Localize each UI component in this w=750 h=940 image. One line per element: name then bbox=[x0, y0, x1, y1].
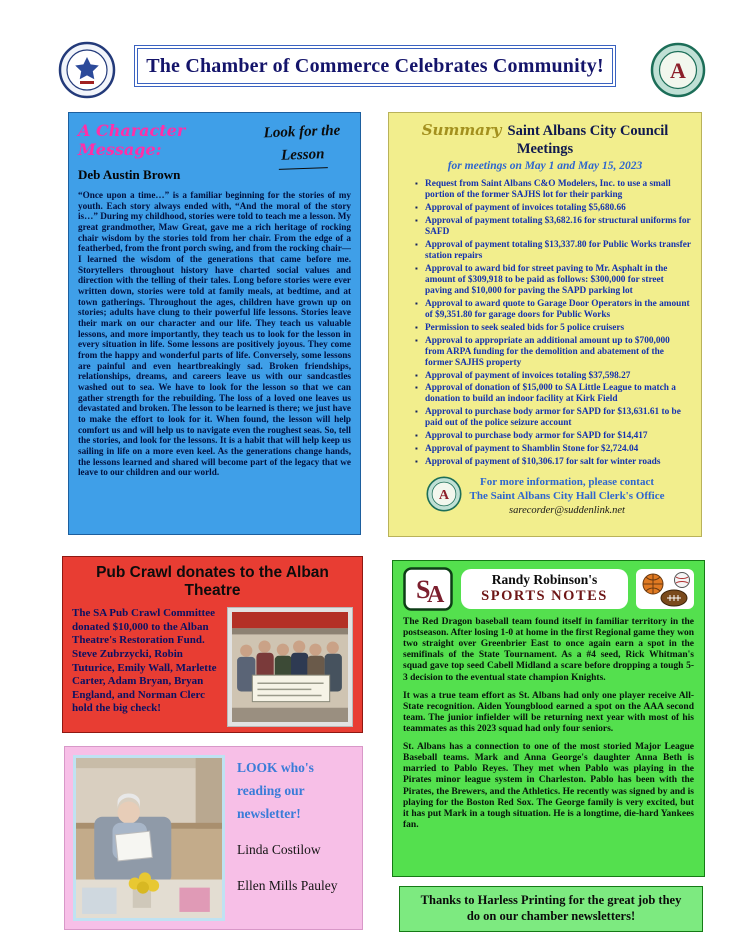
council-item: ▪ Approval of payment totaling $13,337.80 for Public Works transfer station repairs bbox=[415, 240, 691, 262]
council-title: Saint Albans City Council Meetings bbox=[507, 123, 669, 157]
council-item: ▪ Approval of payment of invoices totaling $5,680.66 bbox=[415, 203, 691, 214]
council-item: ▪ Approval to purchase body armor for SAPD for $14,417 bbox=[415, 431, 691, 442]
pub-crawl-title: Pub Crawl donates to the Alban Theatre bbox=[96, 564, 329, 599]
council-items-list bbox=[399, 179, 691, 468]
council-item: ▪ Request from Saint Albans C&O Modelers, Inc. to use a small portion of the former SAJHS lot for their parking bbox=[415, 179, 691, 201]
thanks-box bbox=[399, 886, 703, 932]
theme-line-1: Look for the bbox=[263, 122, 341, 142]
pub-crawl-box bbox=[62, 556, 363, 733]
reader-name: Linda Costilow bbox=[237, 841, 321, 857]
council-subtitle: for meetings on May 1 and May 15, 2023 bbox=[447, 160, 643, 172]
sports-notes-box bbox=[392, 560, 705, 877]
sports-paragraph: It was a true team effort as St. Albans had only one player receive All-State recognition. Aiden Youngblood earned a spot on the AAA second team. The junior infielder will be returning next year with most of his teammates as this 2023 squad had only four seniors. bbox=[403, 690, 694, 734]
character-message-heading: A Character Message: bbox=[78, 121, 186, 159]
character-message-theme bbox=[253, 119, 351, 170]
pub-crawl-body: The SA Pub Crawl Committee donated $10,000 to the Alban Theatre's Restoration Fund. Steve Zubrzycki, Robin Tuturice, Emily Wall, Marlette Carter, Adam Bryan, Bryan England, and Norman Clerc hold the big check! bbox=[72, 607, 217, 715]
sports-paragraph: The Red Dragon baseball team found itself in familiar territory in the postseason. After losing 1-0 at home in the first Regional game they won two straight over Greenbrier East to once again earn a spot in the semifinals of the State Tournament. As a #4 seed, Rick Whitman's squad gave top seed Cabell Midland a scare before dropping a tough 5-3 decision to the eventual state champion Knights. bbox=[403, 617, 694, 683]
council-item: ▪ Approval of payment of $10,306.17 for salt for winter roads bbox=[415, 457, 691, 468]
council-header bbox=[399, 121, 691, 158]
council-contact-line1: For more information, please contact bbox=[479, 476, 655, 489]
character-message-header-left bbox=[78, 121, 254, 183]
pub-crawl-photo bbox=[227, 607, 353, 727]
council-contact-email: sarecorder@suddenlink.net bbox=[509, 504, 625, 516]
svg-text:S: S bbox=[416, 575, 431, 604]
council-item: ▪ Approval of payment totaling $3,682.16 for structural uniforms for SAFD bbox=[415, 216, 691, 238]
sports-notes-title-line2: SPORTS NOTES bbox=[481, 588, 608, 605]
svg-text:A: A bbox=[427, 582, 445, 608]
readers-text bbox=[237, 755, 349, 921]
readers-content bbox=[73, 755, 354, 921]
council-item: ▪ Approval to appropriate an additional amount up to $700,000 from ARPA funding for the demolition and abatement of the former SAJHS property bbox=[415, 336, 691, 369]
council-item: ▪ Approval to award bid for street paving to Mr. Asphalt in the amount of $309,918 to be paid as follows: $300,000 for street paving and $10,000 for paving the SAPD parking lot bbox=[415, 264, 691, 297]
chamber-seal-icon bbox=[58, 41, 116, 104]
council-item: ▪ Approval of payment of invoices totaling $37,598.27 bbox=[415, 371, 691, 382]
sports-notes-header bbox=[403, 567, 694, 611]
reader-name: Ellen Mills Pauley bbox=[237, 877, 338, 893]
council-item: ▪ Permission to seek sealed bids for 5 police cruisers bbox=[415, 323, 691, 334]
masthead-title-box bbox=[134, 45, 616, 87]
character-message-box bbox=[68, 112, 361, 535]
readers-box bbox=[64, 746, 363, 930]
council-footer bbox=[399, 476, 691, 517]
svg-text:A: A bbox=[438, 487, 449, 504]
sports-notes-title bbox=[461, 569, 628, 609]
sports-notes-title-line1: Randy Robinson's bbox=[491, 572, 598, 588]
theme-line-2: Lesson bbox=[278, 143, 328, 169]
svg-text:A: A bbox=[670, 58, 686, 83]
city-seal-icon bbox=[650, 42, 706, 103]
sports-paragraph: St. Albans has a connection to one of the most storied Major League Baseball teams. Mark and Anna George's daughter Anna Beth is married to Pablo Reyes. They met when Pablo was playing in the Pirates minor league system in Charleston. Pablo has been with the Pirates, the Brewers, and the Athletics. He recently was signed by and is playing for the Boston Red Sox. The George family is very excited, but it has put Mark in a tough situation. He is a longtime, die-hard Yankees fan. bbox=[403, 742, 694, 830]
readers-heading: LOOK who's reading our newsletter! bbox=[237, 760, 314, 821]
council-item: ▪ Approval to award quote to Garage Door Operators in the amount of $9,351.80 for garage doors for Public Works bbox=[415, 299, 691, 321]
council-item: ▪ Approval of donation of $15,000 to SA Little League to match a donation to build an indoor facility at Kirk Field bbox=[415, 383, 691, 405]
council-summary-box bbox=[388, 112, 702, 537]
council-item: ▪ Approval of payment to Shamblin Stone for $2,724.04 bbox=[415, 444, 691, 455]
character-message-author: Deb Austin Brown bbox=[78, 167, 181, 182]
thanks-text: Thanks to Harless Printing for the great job they do on our chamber newsletters! bbox=[420, 893, 682, 923]
council-item: ▪ Approval to purchase body armor for SAPD for $13,631.61 to be paid out of the police seizure account bbox=[415, 407, 691, 429]
council-contact bbox=[470, 476, 665, 517]
character-message-body: “Once upon a time…” is a familiar beginning for the stories of my youth. Each story always ended with, “And the moral of the story is…” During my childhood, stories were told to teach me a lesson. My great grandmother, Maw Great, gave me a rich heritage of rocking chair wisdom by the stories told from her chair. From the edge of a featherbed, from the front porch swing, and from the rocking chair—I learned the wisdom of the generations that came before me. Storytellers throughout history have charted social values and direction with the telling of their tales. Long before stories were ever written down, stories were told at family meals, at bedtime, and at town gatherings. Throughout the ages, children have grown up on stories; adults have clung to their powerful life lessons. Stories leave their mark on our character and our life. They teach us valuable lessons, and more importantly, they teach us to look for the lesson in every situation in life. Some lessons are positively joyous. They come from the happy and wonderful parts of life. Conversely, some lessons are painful and even heartbreakingly sad. Broken friendships, relationships, dreams, and careers leave us with our sandcastles washed out to sea. We have to look for the lesson so that we can gather strength for the rebuilding. The loss of a loved one leaves us devastated and broken. The lesson to be learned is there; we just have to make the effort to look for it. When found, the lesson will help comfort us and will help us to navigate even the roughest seas. So, tell the stories, and look for the lessons. It is a habit that will help keep us sailing in life on a more even keel. As the generations change hands, the lessons learned and shared will become part of the legacy that we leave to our children and our world. bbox=[78, 190, 351, 478]
character-message-header bbox=[78, 121, 351, 183]
page-title: The Chamber of Commerce Celebrates Community! bbox=[146, 54, 604, 77]
council-contact-line2: The Saint Albans City Hall Clerk's Office bbox=[469, 490, 665, 502]
clerk-seal-icon bbox=[426, 476, 462, 517]
sports-balls-icon bbox=[636, 569, 694, 609]
reader-photo bbox=[73, 755, 225, 921]
sa-monogram-icon bbox=[403, 567, 453, 611]
pub-crawl-content bbox=[72, 607, 353, 727]
council-summary-label: Summary bbox=[421, 121, 502, 139]
